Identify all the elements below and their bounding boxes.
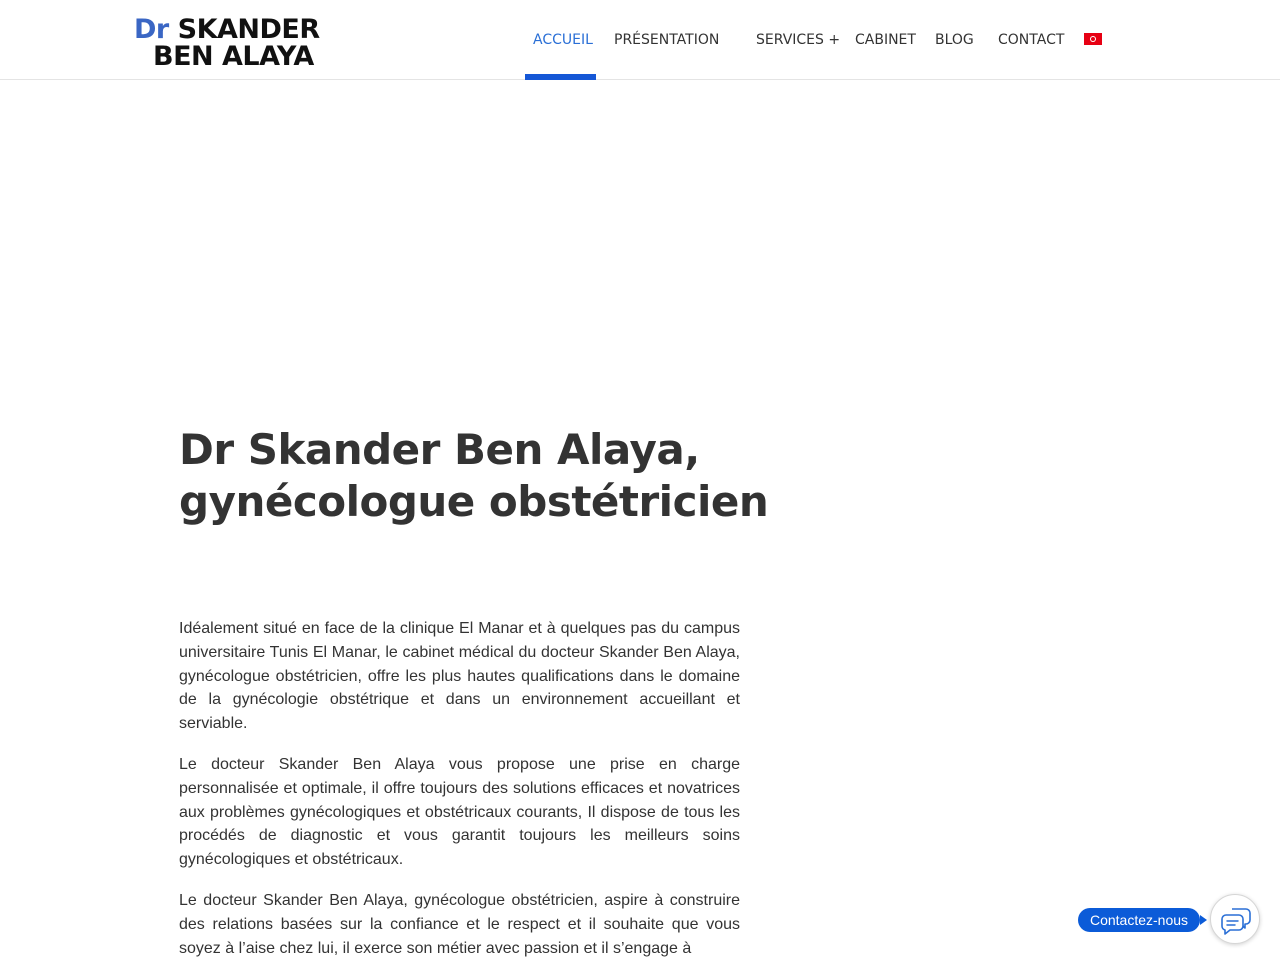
intro-paragraph-3: Le docteur Skander Ben Alaya, gynécologue obstétricien, aspire à construire des relations basées sur la confiance et le respect et il souhaite que vous soyez à l’aise chez lui, il exerce son métier avec passion et il s’engage à: [179, 892, 740, 957]
logo-accent-text: Dr: [134, 14, 169, 45]
site-header: [0, 0, 1280, 80]
nav-item-presentation[interactable]: PRÉSENTATION: [614, 32, 720, 48]
intro-paragraph-1: Idéalement situé en face de la clinique El Manar et à quelques pas du campus universitaire Tunis El Manar, le cabinet médical du docteur Skander Ben Alaya, gynécologue obstétricien, offre les plus hautes qualifications dans le domaine de la gynécologie obstétrique et dans un environnement accueillant et serviable.: [179, 620, 740, 733]
nav-item-services[interactable]: SERVICES +: [756, 32, 841, 48]
chat-bubbles-icon: [1220, 905, 1252, 935]
logo-name-text: SKANDER: [168, 14, 320, 45]
contact-us-label[interactable]: Contactez-nous: [1078, 908, 1200, 932]
nav-item-blog[interactable]: BLOG: [935, 32, 974, 48]
site-logo[interactable]: [134, 14, 320, 72]
tunisia-flag-icon[interactable]: [1084, 33, 1102, 45]
nav-item-cabinet[interactable]: CABINET: [855, 32, 916, 48]
nav-item-contact[interactable]: CONTACT: [998, 32, 1065, 48]
flag-crescent: [1091, 37, 1095, 41]
nav-item-accueil[interactable]: ACCUEIL: [533, 32, 593, 48]
logo-line-2: BEN ALAYA: [153, 41, 314, 72]
page-title: Dr Skander Ben Alaya, gynécologue obstétricien: [179, 425, 769, 526]
chat-button[interactable]: [1210, 894, 1260, 944]
contact-pill-arrow: [1200, 915, 1207, 925]
intro-paragraph-2: Le docteur Skander Ben Alaya vous propose une prise en charge personnalisée et optimale, il offre toujours des solutions efficaces et novatrices aux problèmes gynécologiques et obstétricaux courants, Il dispose de tous les procédés de diagnostic et vous garantit toujours les meilleurs soins gynécologiques et obstétricaux.: [179, 756, 740, 869]
active-nav-indicator: [525, 74, 596, 80]
